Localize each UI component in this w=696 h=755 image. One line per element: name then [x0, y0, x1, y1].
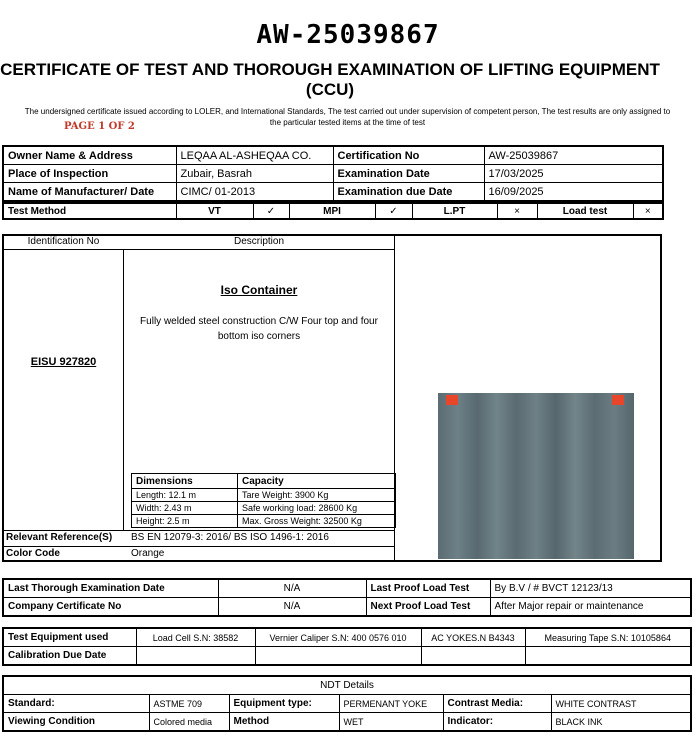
cert-value: AW-25039867 — [484, 146, 663, 165]
last-exam-value: N/A — [218, 579, 366, 598]
exam-date-label: Examination Date — [333, 165, 484, 183]
corner-fitting-icon — [612, 395, 624, 405]
method-value: WET — [339, 713, 443, 732]
calibration-cell — [136, 647, 255, 666]
item-name: Iso Container — [220, 283, 298, 297]
viewing-label: Viewing Condition — [3, 713, 149, 732]
equipment-load-cell: Load Cell S.N: 38582 — [136, 628, 255, 647]
gross-weight-value: Max. Gross Weight: 32500 Kg — [238, 515, 396, 528]
test-method-table — [2, 202, 664, 220]
next-proof-label: Next Proof Load Test — [366, 598, 490, 617]
length-value: Length: 12.1 m — [132, 489, 238, 502]
place-value: Zubair, Basrah — [176, 165, 333, 183]
load-test-label: Load test — [537, 203, 633, 219]
test-method-label: Test Method — [3, 203, 176, 219]
ndt-title: NDT Details — [3, 676, 691, 695]
owner-value: LEQAA AL-ASHEQAA CO. — [176, 146, 333, 165]
mpi-check-icon: ✓ — [375, 203, 412, 219]
history-table — [2, 578, 692, 617]
divider — [3, 546, 395, 547]
vt-check-icon: ✓ — [253, 203, 289, 219]
cert-label: Certification No — [333, 146, 484, 165]
manufacturer-label: Name of Manufacturer/ Date — [3, 183, 176, 202]
dimensions-header: Dimensions — [132, 474, 238, 489]
calibration-cell — [421, 647, 525, 666]
method-label: Method — [229, 713, 339, 732]
title-line-1: CERTIFICATE OF TEST AND THOROUGH EXAMINATION OF LIFTING EQUIPMENT — [0, 60, 660, 79]
title-line-2: (CCU) — [305, 80, 355, 99]
lpt-cross-icon: × — [497, 203, 537, 219]
last-exam-label: Last Thorough Examination Date — [3, 579, 218, 598]
certificate-number-heading: AW-25039867 — [256, 20, 440, 50]
color-code-value: Orange — [131, 548, 165, 559]
company-cert-label: Company Certificate No — [3, 598, 218, 617]
calibration-cell — [525, 647, 691, 666]
divider — [3, 530, 395, 531]
lpt-label: L.PT — [412, 203, 497, 219]
corner-fitting-icon — [446, 395, 458, 405]
height-value: Height: 2.5 m — [132, 515, 238, 528]
contrast-value: WHITE CONTRAST — [551, 695, 691, 713]
viewing-value: Colored media — [149, 713, 229, 732]
mpi-label: MPI — [289, 203, 375, 219]
item-description: Fully welded steel construction C/W Four top and four bottom iso corners — [140, 316, 378, 342]
equipment-type-value: PERMENANT YOKE — [339, 695, 443, 713]
width-value: Width: 2.43 m — [132, 502, 238, 515]
equipment-type-label: Equipment type: — [229, 695, 339, 713]
standard-value: ASTME 709 — [149, 695, 229, 713]
due-date-label: Examination due Date — [333, 183, 484, 202]
color-code-label: Color Code — [6, 548, 60, 559]
manufacturer-value: CIMC/ 01-2013 — [176, 183, 333, 202]
standard-label: Standard: — [3, 695, 149, 713]
company-cert-value: N/A — [218, 598, 366, 617]
container-photo — [438, 393, 634, 559]
load-test-cross-icon: × — [633, 203, 663, 219]
indicator-value: BLACK INK — [551, 713, 691, 732]
swl-value: Safe working load: 28600 Kg — [238, 502, 396, 515]
indicator-label: Indicator: — [443, 713, 551, 732]
certificate-note: The undersigned certificate issued according to LOLER, and International Standards, The test carried out under supervision of competent person, The test results are only assigned to the particular tested items at the time of test — [24, 107, 671, 127]
vt-label: VT — [176, 203, 253, 219]
id-header: Identification No — [27, 236, 100, 247]
due-date-value: 16/09/2025 — [484, 183, 663, 202]
equipment-table — [2, 627, 692, 666]
reference-label: Relevant Reference(S) — [6, 532, 113, 543]
identification-number: EISU 927820 — [30, 356, 97, 368]
certificate-title — [0, 60, 660, 100]
equipment-vernier: Vernier Caliper S.N: 400 0576 010 — [255, 628, 421, 647]
last-proof-label: Last Proof Load Test — [366, 579, 490, 598]
ndt-table — [2, 675, 692, 732]
capacity-header: Capacity — [238, 474, 396, 489]
tare-weight-value: Tare Weight: 3900 Kg — [238, 489, 396, 502]
equipment-label: Test Equipment used — [3, 628, 136, 647]
dimensions-table — [131, 473, 396, 528]
description-header: Description — [233, 236, 285, 247]
reference-value: BS EN 12079-3: 2016/ BS ISO 1496-1: 2016 — [131, 532, 329, 543]
equipment-tape: Measuring Tape S.N: 10105864 — [525, 628, 691, 647]
equipment-yoke: AC YOKES.N B4343 — [421, 628, 525, 647]
next-proof-value: After Major repair or maintenance — [490, 598, 691, 617]
exam-date-value: 17/03/2025 — [484, 165, 663, 183]
page-indicator: PAGE 1 OF 2 — [64, 121, 135, 132]
place-label: Place of Inspection — [3, 165, 176, 183]
divider — [3, 249, 395, 250]
contrast-label: Contrast Media: — [443, 695, 551, 713]
info-table — [2, 145, 664, 202]
owner-label: Owner Name & Address — [3, 146, 176, 165]
last-proof-value: By B.V / # BVCT 12123/13 — [490, 579, 691, 598]
calibration-label: Calibration Due Date — [3, 647, 136, 666]
calibration-cell — [255, 647, 421, 666]
